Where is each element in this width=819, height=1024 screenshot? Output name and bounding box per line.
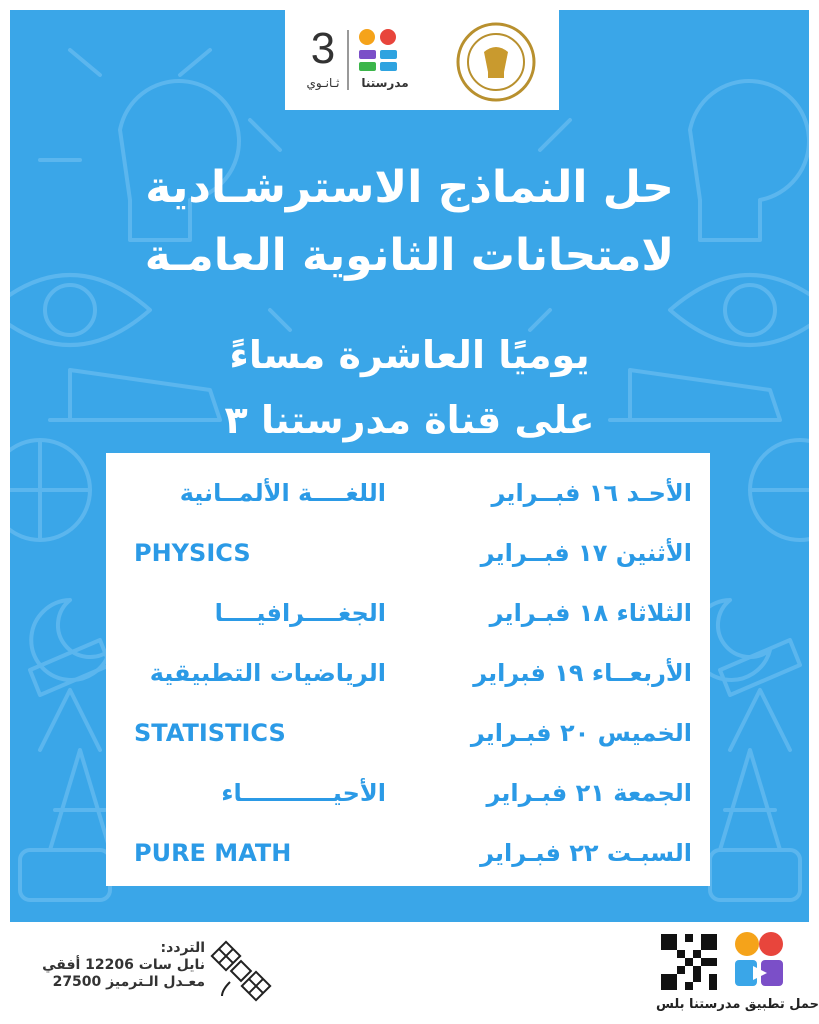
schedule-row <box>106 713 710 753</box>
schedule-day: الأثنين ١٧ فبــراير <box>480 539 692 567</box>
grade-subtitle: ثـانـوي <box>306 76 340 90</box>
schedule-row <box>106 593 710 633</box>
logo-bar <box>285 10 559 110</box>
schedule-row <box>106 653 710 693</box>
footer <box>0 922 819 1024</box>
blue-panel <box>10 10 809 922</box>
ministry-seal-icon <box>456 22 536 102</box>
madrasatna-plus-logo-icon[interactable] <box>733 930 785 990</box>
schedule-row <box>106 773 710 813</box>
schedule-subject: PURE MATH <box>134 839 292 867</box>
title-line-4: على قناة مدرستنا ٣ <box>224 398 595 442</box>
schedule-day: الجمعة ٢١ فبـراير <box>486 779 692 807</box>
schedule-row <box>106 533 710 573</box>
title-line-1: حل النماذج الاسترشـادية <box>145 162 674 213</box>
schedule-row <box>106 473 710 513</box>
schedule-table <box>106 453 710 886</box>
schedule-day: الأربعــاء ١٩ فبراير <box>473 659 692 687</box>
schedule-subject: STATISTICS <box>134 719 286 747</box>
madrasatna-logo-icon <box>358 28 398 72</box>
schedule-subject: اللغــــة الألمــانية <box>179 479 386 507</box>
frequency-block <box>40 940 205 991</box>
frequency-line-2: معـدل الـترميز 27500 <box>52 974 205 990</box>
schedule-subject: الجغــــرافيــــا <box>214 599 386 627</box>
schedule-day: الثلاثاء ١٨ فبـراير <box>489 599 692 627</box>
schedule-day: الخميس ٢٠ فبـراير <box>470 719 692 747</box>
frequency-label: التردد: <box>160 940 205 956</box>
schedule-subject: الأحيـــــــــــاء <box>221 779 386 807</box>
satellite-icon <box>210 940 272 1002</box>
schedule-subject: PHYSICS <box>134 539 251 567</box>
title-line-3: يوميًا العاشرة مساءً <box>229 333 590 377</box>
schedule-subject: الرياضيات التطبيقية <box>149 659 386 687</box>
grade-number: 3 <box>310 24 336 73</box>
brand-name: مدرستنا <box>361 76 409 90</box>
title-line-2: لامتحانات الثانوية العامـة <box>144 230 675 281</box>
schedule-day: الأحـد ١٦ فبــراير <box>491 479 692 507</box>
schedule-day: السبـت ٢٢ فبـراير <box>480 839 692 867</box>
app-download-text: حمل تطبيق مدرستنا بلس <box>655 997 819 1012</box>
frequency-line-1: نايل سات 12206 أفقي <box>42 957 205 973</box>
qr-code-icon[interactable] <box>661 934 717 990</box>
divider <box>347 30 349 90</box>
schedule-row <box>106 833 710 873</box>
